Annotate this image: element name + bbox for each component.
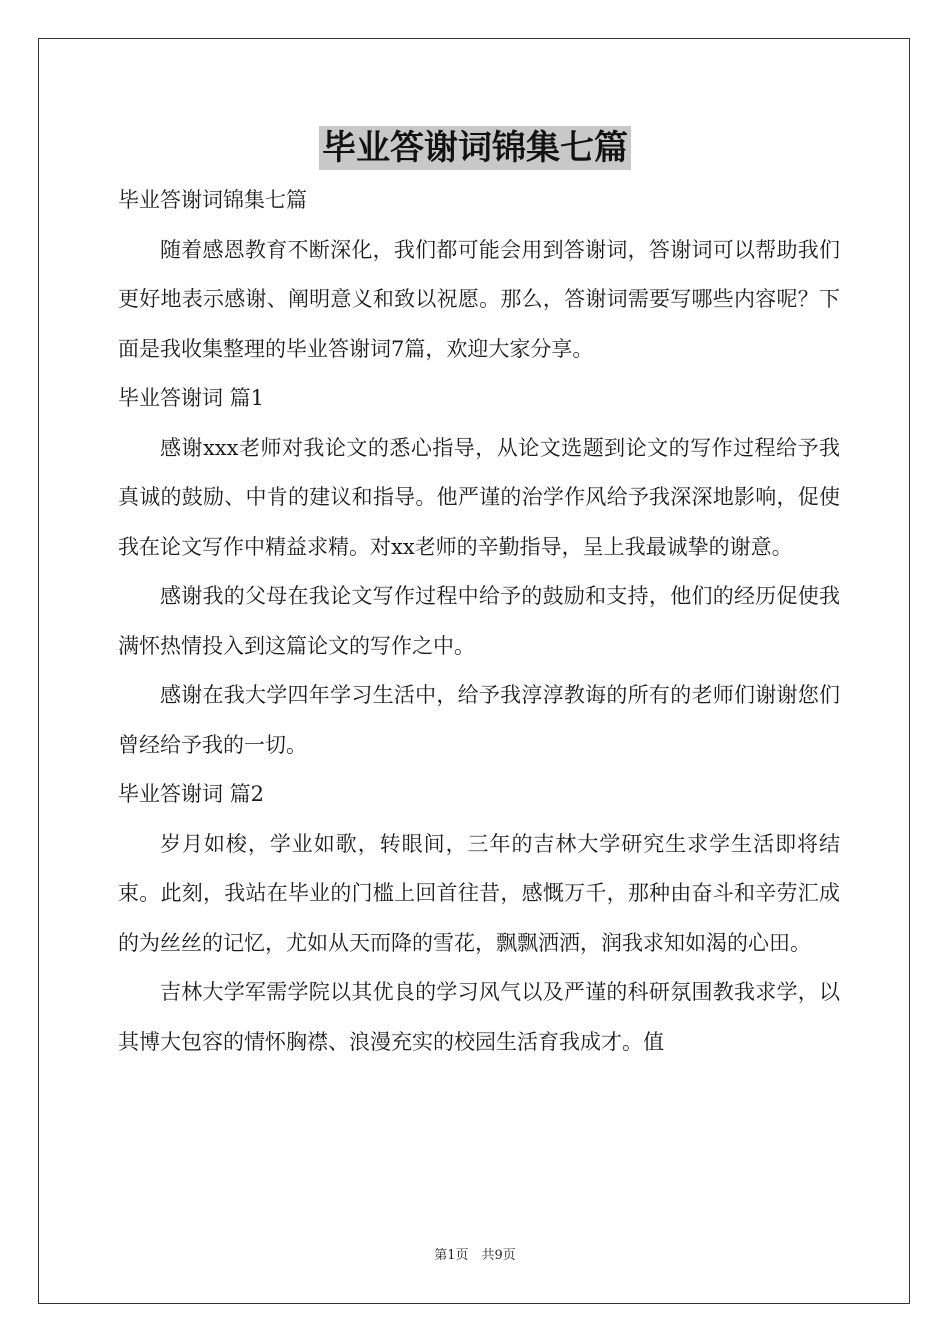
title-container: [0, 126, 950, 170]
section-heading: 毕业答谢词 篇2: [118, 782, 265, 806]
document-body: [118, 176, 840, 1067]
body-paragraph: 岁月如梭，学业如歌，转眼间，三年的吉林大学研究生求学生活即将结束。此刻，我站在毕业的门槛上回首往昔，感慨万千，那种由奋斗和辛劳汇成的为丝丝的记忆，尤如从天而降的雪花，飘飘洒洒，润我求知如渴的心田。: [118, 831, 840, 955]
page-number: 第1页 共9页: [434, 1248, 516, 1263]
body-paragraph: 吉林大学军需学院以其优良的学习风气以及严谨的科研氛围教我求学，以其博大包容的情怀胸襟、浪漫充实的校园生活育我成才。值: [118, 980, 840, 1054]
section-heading: 毕业答谢词 篇1: [118, 386, 265, 410]
page-footer: [0, 1244, 950, 1263]
section-heading: 毕业答谢词锦集七篇: [118, 188, 307, 212]
body-paragraph: 感谢在我大学四年学习生活中，给予我淳淳教诲的所有的老师们谢谢您们曾经给予我的一切。: [118, 683, 840, 757]
body-paragraph: 随着感恩教育不断深化，我们都可能会用到答谢词，答谢词可以帮助我们更好地表示感谢、阐明意义和致以祝愿。那么，答谢词需要写哪些内容呢？下面是我收集整理的毕业答谢词7篇，欢迎大家分享。: [118, 237, 840, 361]
document-title: 毕业答谢词锦集七篇: [319, 126, 631, 170]
body-paragraph: 感谢我的父母在我论文写作过程中给予的鼓励和支持，他们的经历促使我满怀热情投入到这篇论文的写作之中。: [118, 584, 840, 658]
body-paragraph: 感谢xxx老师对我论文的悉心指导，从论文选题到论文的写作过程给予我真诚的鼓励、中肯的建议和指导。他严谨的治学作风给予我深深地影响，促使我在论文写作中精益求精。对xx老师的辛勤指导，呈上我最诚挚的谢意。: [118, 435, 840, 559]
